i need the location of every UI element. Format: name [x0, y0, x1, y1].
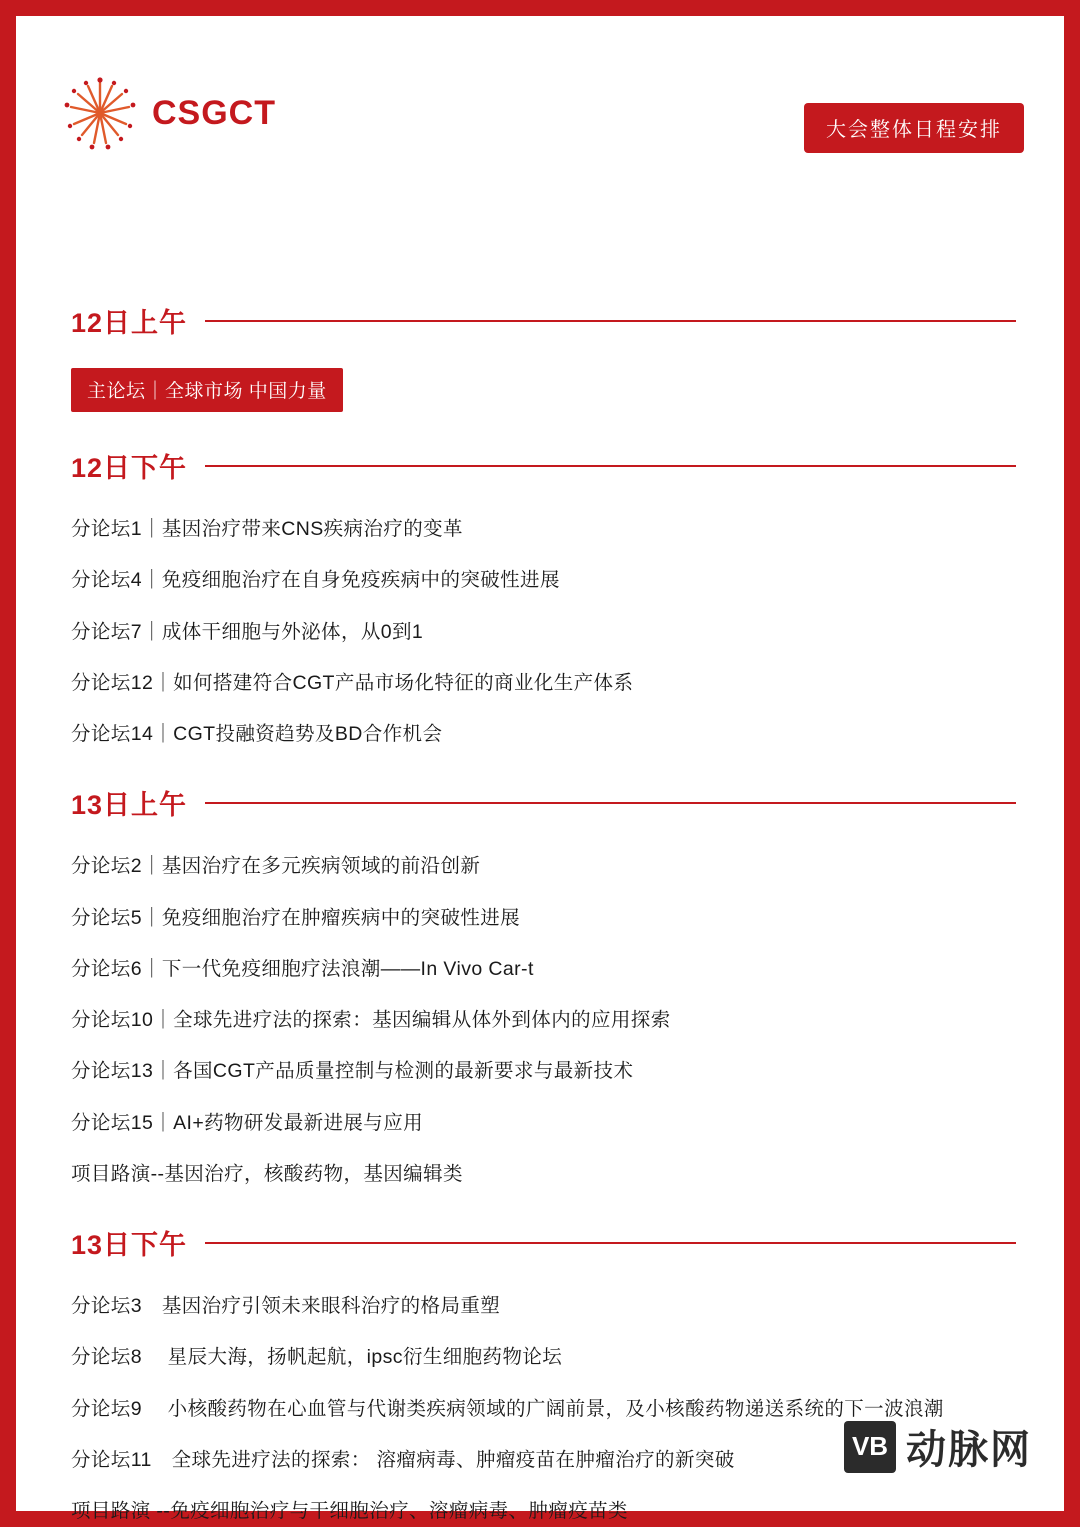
list-item: 分论坛5｜免疫细胞治疗在肿瘤疾病中的突破性进展	[71, 906, 521, 929]
list-item: 分论坛10｜全球先进疗法的探索：基因编辑从体外到体内的应用探索	[71, 1009, 671, 1031]
spacer	[16, 933, 1064, 955]
spacer	[16, 485, 1064, 515]
frame-border-right	[1064, 0, 1080, 1527]
section-title: 13日下午	[71, 1230, 188, 1260]
section-title: 12日上午	[71, 308, 188, 338]
section-header	[16, 783, 1064, 822]
section-divider	[205, 320, 1016, 322]
spacer	[16, 1262, 1064, 1292]
list-item: 分论坛9 小核酸药物在心血管与代谢类疾病领域的广阔前景，及小核酸药物递送系统的下一波浪潮	[71, 1397, 944, 1420]
list-item: 分论坛4｜免疫细胞治疗在自身免疫疾病中的突破性进展	[71, 569, 560, 592]
brand-logo	[56, 69, 276, 157]
list-item: 分论坛13｜各国CGT产品质量控制与检测的最新要求与最新技术	[71, 1060, 634, 1083]
section-12-afternoon	[16, 446, 1064, 749]
section-title: 13日上午	[71, 790, 188, 821]
spacer	[16, 822, 1064, 852]
spacer	[16, 1189, 1064, 1223]
list-item: 分论坛11 全球先进疗法的探索： 溶瘤病毒、肿瘤疫苗在肿瘤治疗的新突破	[71, 1448, 735, 1471]
section-header	[16, 446, 1064, 485]
poster-header	[16, 61, 1064, 171]
session-list	[16, 1292, 1064, 1526]
list-item: 分论坛2｜基因治疗在多元疾病领域的前沿创新	[71, 855, 481, 878]
spacer	[16, 749, 1064, 783]
list-item: 项目路演--基因治疗，核酸药物，基因编辑类	[71, 1162, 463, 1185]
section-divider	[205, 802, 1016, 804]
schedule-badge: 大会整体日程安排	[804, 103, 1024, 153]
section-divider	[205, 1242, 1016, 1244]
list-item: 项目路演 --免疫细胞治疗与干细胞治疗、溶瘤病毒、肿瘤疫苗类	[71, 1500, 628, 1522]
spacer	[16, 596, 1064, 618]
spacer	[16, 412, 1064, 446]
list-item: 分论坛3 基因治疗引领未来眼科治疗的格局重塑	[71, 1295, 501, 1317]
spacer	[16, 698, 1064, 720]
brand-logo-text: CSGCT	[152, 93, 276, 132]
watermark-text: 动脉网	[906, 1428, 1032, 1472]
list-item: 分论坛7｜成体干细胞与外泌体，从0到1	[71, 620, 424, 643]
schedule-content	[16, 301, 1064, 1526]
spacer	[16, 1321, 1064, 1343]
poster-inner	[16, 16, 1064, 1522]
spacer	[16, 1475, 1064, 1497]
list-item: 分论坛8 星辰大海，扬帆起航，ipsc衍生细胞药物论坛	[71, 1346, 563, 1369]
session-list	[16, 515, 1064, 749]
section-title: 12日下午	[71, 453, 188, 483]
list-item: 分论坛14｜CGT投融资趋势及BD合作机会	[71, 723, 443, 745]
section-divider	[205, 465, 1016, 467]
session-list	[16, 852, 1064, 1189]
list-item: 分论坛12｜如何搭建符合CGT产品市场化特征的商业化生产体系	[71, 671, 634, 694]
section-12-morning	[16, 301, 1064, 412]
firework-burst-icon	[56, 69, 144, 157]
spacer	[16, 882, 1064, 904]
watermark	[844, 1418, 1032, 1475]
spacer	[16, 1373, 1064, 1395]
spacer	[16, 647, 1064, 669]
section-13-morning	[16, 783, 1064, 1189]
list-item: 分论坛15｜AI+药物研发最新进展与应用	[71, 1111, 424, 1134]
frame-border-top	[0, 0, 1080, 16]
section-13-afternoon	[16, 1223, 1064, 1526]
spacer	[16, 984, 1064, 1006]
spacer	[16, 544, 1064, 566]
section-header	[16, 1223, 1064, 1262]
list-item: 分论坛1｜基因治疗带来CNS疾病治疗的变革	[71, 518, 463, 540]
frame-border-left	[0, 0, 16, 1527]
list-item: 分论坛6｜下一代免疫细胞疗法浪潮——In Vivo Car-t	[71, 957, 534, 980]
spacer	[16, 1035, 1064, 1057]
spacer	[16, 1138, 1064, 1160]
section-header	[16, 301, 1064, 340]
watermark-logo-icon: VB	[844, 1421, 896, 1473]
spacer	[16, 1087, 1064, 1109]
main-forum-badge: 主论坛｜全球市场 中国力量	[71, 368, 343, 412]
